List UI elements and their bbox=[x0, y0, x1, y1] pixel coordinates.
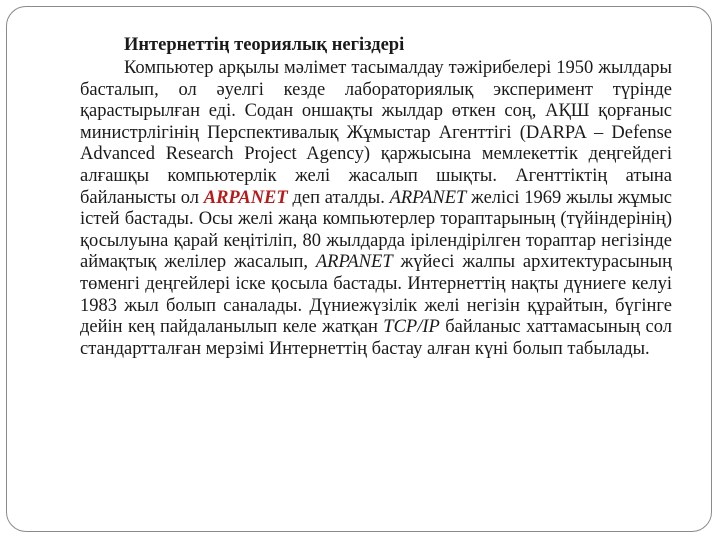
paragraph-text-2: деп аталды. bbox=[287, 187, 390, 208]
keyword-tcpip: TCP/IP bbox=[383, 317, 440, 338]
keyword-arpanet-highlight: ARPANET bbox=[203, 187, 288, 208]
slide-title: Интернеттің теориялық негіздері bbox=[124, 35, 405, 55]
paragraph-text-3: желісі 1969 жылы жұмыс істей бастады. Осы желі жаңа компьютерлер торaптарының (түйіндерінің) қосылуына қарай кеңітіліп, 80 жылдарда ірілендірілген тораптар негізінде аймақтық желілер жасалып, bbox=[80, 187, 672, 273]
paragraph-text-4: жүйесі жалпы архитектурасының төменгі деңгейлері іске қосыла бастады. Интернеттің нақты дүниеге келуі 1983 жыл болып саналады. Дүниежүзілік желі негізін құрайтын, бүгінге дейін кең пайдаланылып келе жатқан bbox=[80, 252, 673, 338]
body-paragraph bbox=[80, 58, 672, 360]
paragraph-text-1: Компьютер арқылы мәлімет тасымалдау тәжірибелері 1950 жылдары басталып, ол әуелгі кезде лабораториялық эксперимент түрінде қарастырылған еді. Содан оншақты жылдар өткен соң, АҚШ қорғаныс министрлігінің Перспективалық Жұмыстар Агенттігі (DARPA – Defense Advanced Research Project Agency) қаржысына мемлекеттік деңгейдегі алғашқы компьютерлік желі жасалып шықты. Агенттіктің атына байланысты ол bbox=[80, 58, 672, 208]
keyword-arpanet: ARPANET bbox=[315, 252, 393, 273]
keyword-arpanet: ARPANET bbox=[389, 187, 467, 208]
paragraph-text-5: байланыс хаттамасының сол стандартталған мерзімі Интернеттің бастау алған күні болып табылады. bbox=[80, 317, 673, 359]
slide-content bbox=[80, 34, 672, 360]
